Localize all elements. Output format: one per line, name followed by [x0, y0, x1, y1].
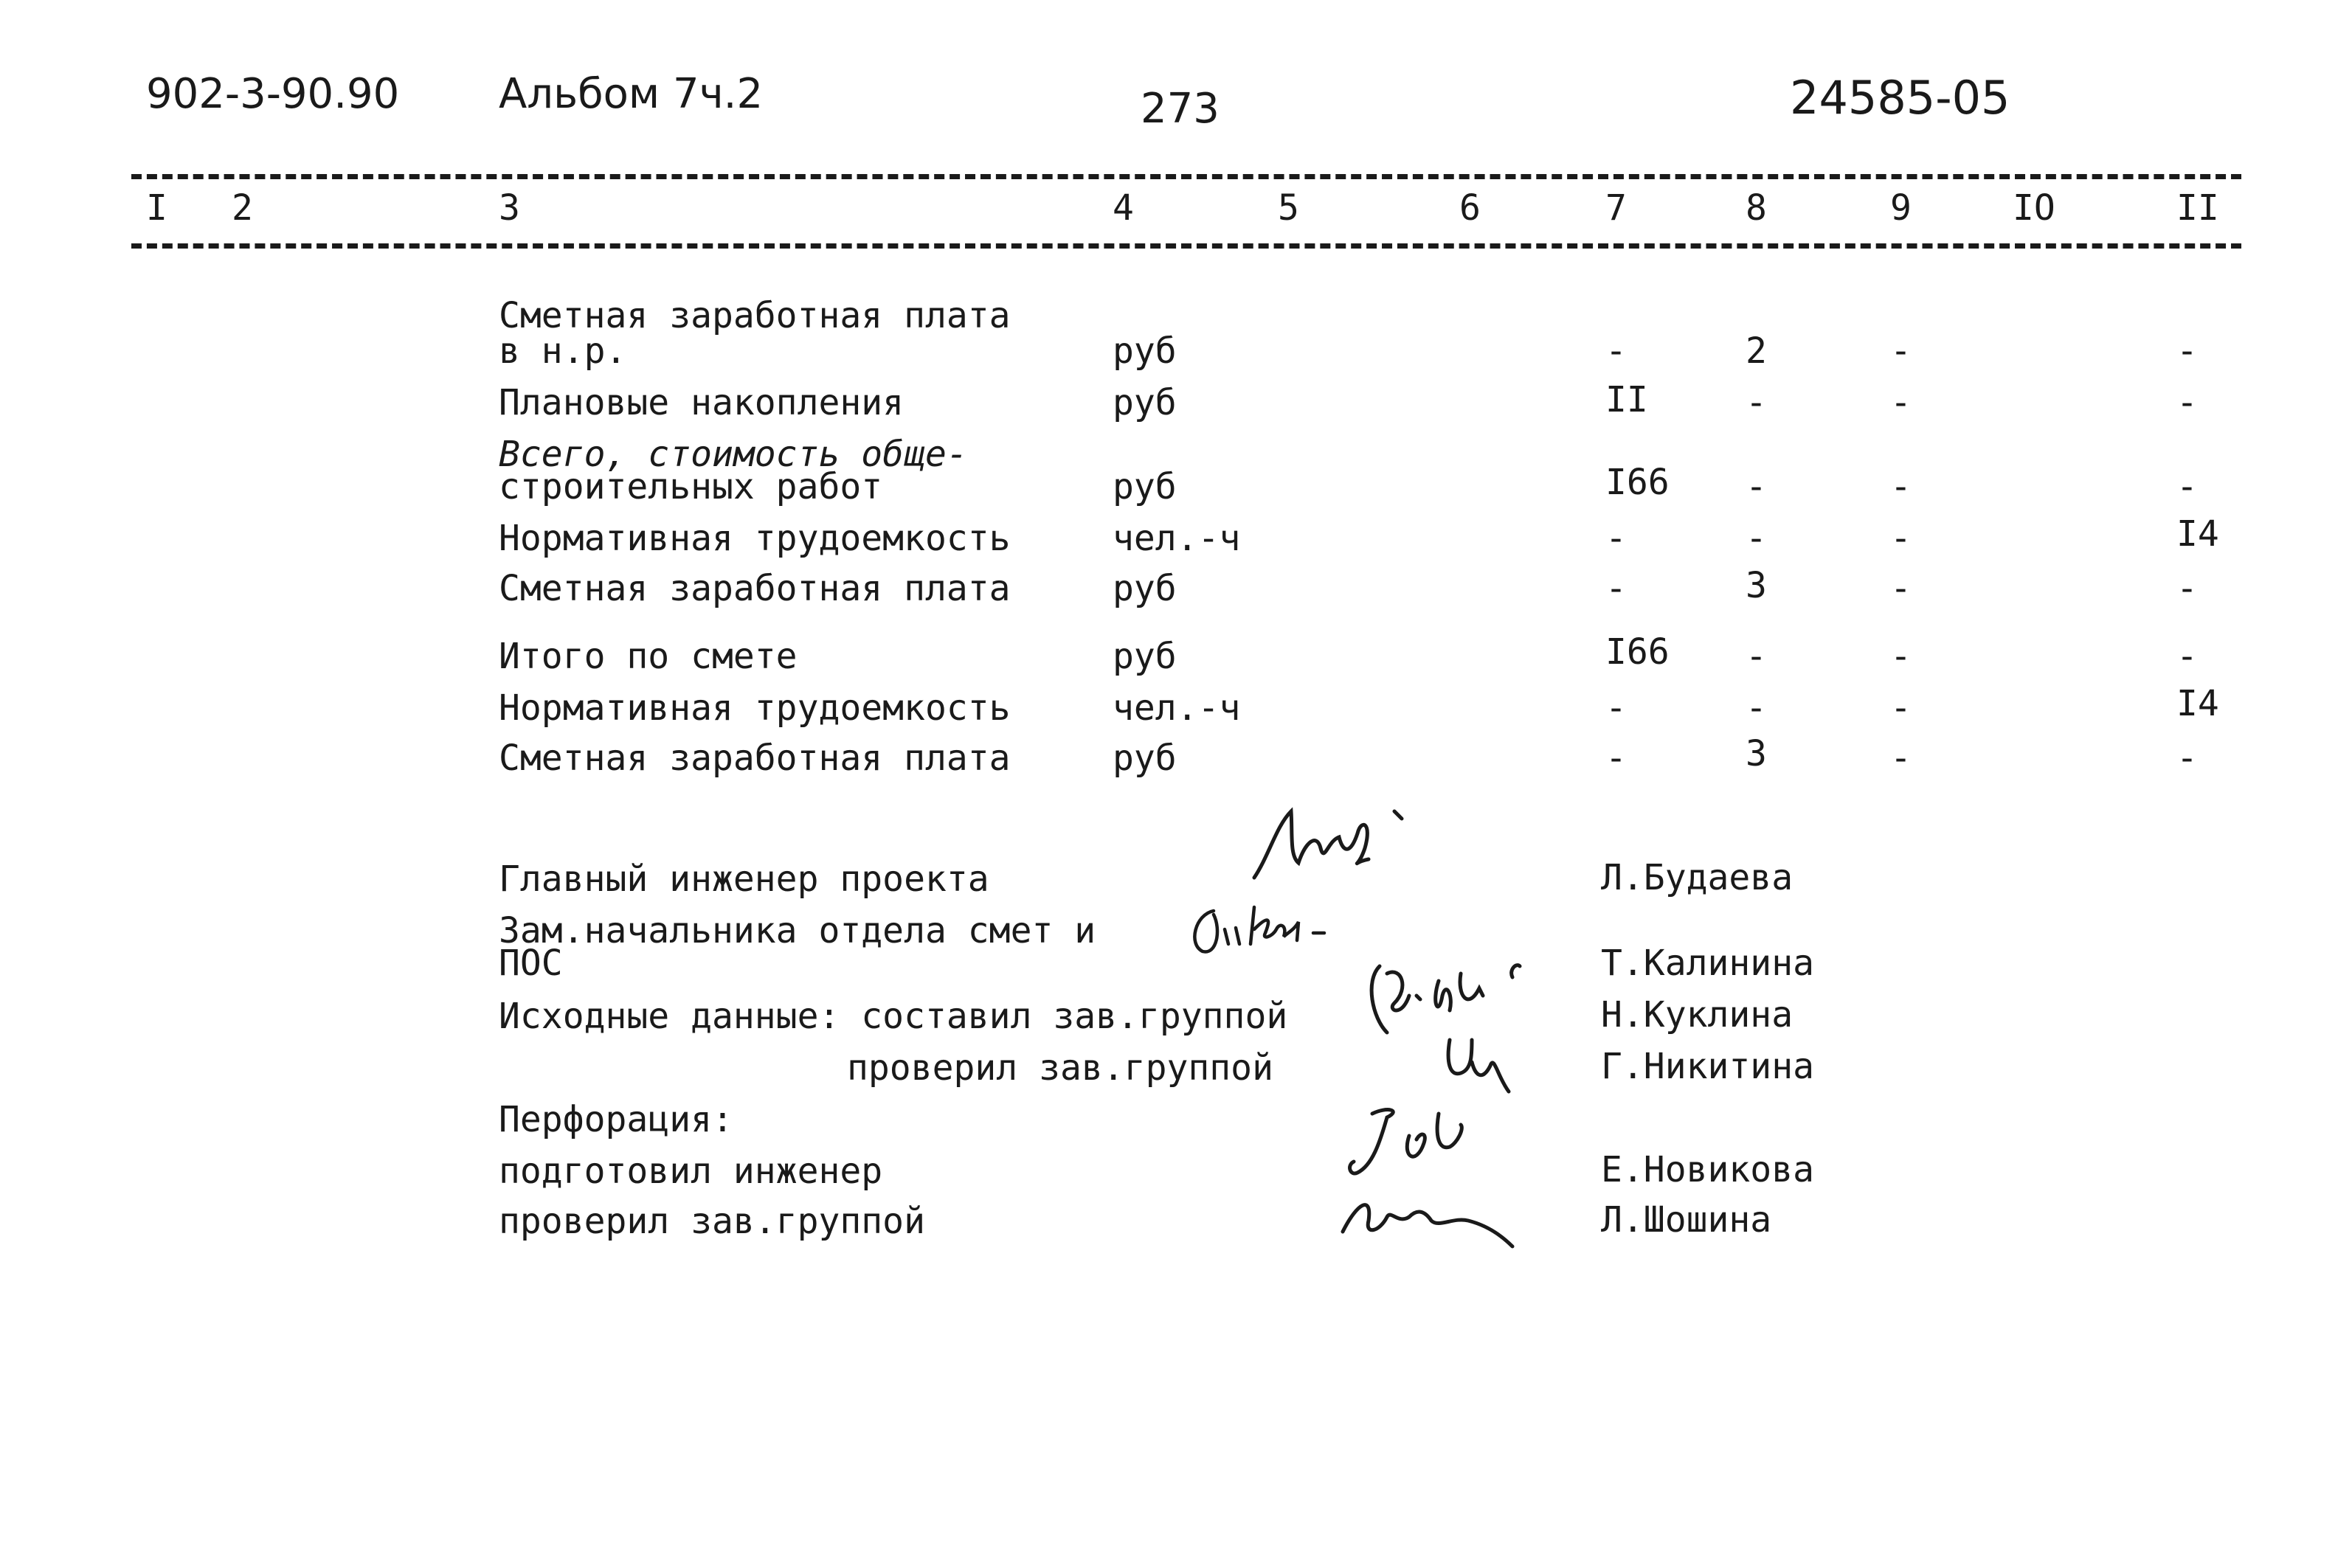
sign-name: Т.Калинина	[1601, 943, 1814, 984]
row-unit: руб	[1113, 466, 1177, 507]
sign-role: Исходные данные: составил зав.группой	[499, 996, 1288, 1037]
col-num-9: 9	[1890, 187, 1912, 229]
row-name-cont: строительных работ	[499, 466, 883, 507]
inventory-number: 24585-05	[1790, 71, 2010, 125]
row-col11: -	[2176, 466, 2198, 507]
row-name-cont: в н.р.	[499, 330, 627, 372]
album-label: Альбом 7ч.2	[499, 70, 764, 118]
row-name: Сметная заработная плата	[499, 295, 1011, 336]
col-num-2: 2	[232, 187, 253, 229]
row-col11: I4	[2176, 683, 2219, 724]
row-name: Нормативная трудоемкость	[499, 687, 1011, 729]
sign-role: Главный инженер проекта	[499, 858, 989, 900]
row-col9: -	[1890, 466, 1912, 507]
row-col8: 2	[1746, 330, 1767, 372]
row-name: Плановые накопления	[499, 382, 905, 423]
col-num-6: 6	[1459, 187, 1481, 229]
row-name: Сметная заработная плата	[499, 738, 1011, 779]
row-col11: I4	[2176, 513, 2219, 555]
row-col8: -	[1746, 636, 1767, 677]
row-col8: -	[1746, 518, 1767, 559]
sign-name: Н.Куклина	[1601, 994, 1794, 1035]
signature-kalinina	[1180, 900, 1372, 969]
sign-role: проверил зав.группой	[499, 1201, 925, 1242]
row-col9: -	[1890, 738, 1912, 779]
row-col11: -	[2176, 636, 2198, 677]
row-col8: -	[1746, 382, 1767, 423]
signature-novikova	[1328, 1099, 1535, 1272]
col-num-1: I	[146, 187, 167, 229]
row-unit: руб	[1113, 568, 1177, 609]
col-num-10: IO	[2013, 187, 2055, 229]
row-col7: -	[1605, 687, 1627, 729]
row-col9: -	[1890, 518, 1912, 559]
row-col11: -	[2176, 330, 2198, 372]
row-name: Сметная заработная плата	[499, 568, 1011, 609]
col-num-8: 8	[1746, 187, 1767, 229]
col-num-7: 7	[1605, 187, 1627, 229]
signature-nikitina	[1439, 1033, 1527, 1102]
row-unit: чел.-ч	[1113, 518, 1241, 559]
row-col9: -	[1890, 568, 1912, 609]
col-num-4: 4	[1113, 187, 1134, 229]
row-col8: 3	[1746, 733, 1767, 774]
row-col9: -	[1890, 687, 1912, 729]
row-col8: -	[1746, 687, 1767, 729]
row-col9: -	[1890, 330, 1912, 372]
row-col7: I66	[1605, 462, 1670, 503]
row-col11: -	[2176, 382, 2198, 423]
col-num-5: 5	[1278, 187, 1299, 229]
row-unit: руб	[1113, 636, 1177, 677]
row-col7: -	[1605, 568, 1627, 609]
bottom-dashed-rule	[131, 243, 2241, 249]
row-name: Итого по смете	[499, 636, 798, 677]
row-col8: -	[1746, 466, 1767, 507]
row-name: Всего, стоимость обще-	[499, 434, 968, 475]
sign-section-label: Перфорация:	[499, 1099, 733, 1140]
row-col7: -	[1605, 518, 1627, 559]
sign-role-cont: ПОС	[499, 943, 563, 984]
page-number: 273	[1141, 85, 1220, 133]
row-col8: 3	[1746, 565, 1767, 606]
row-col9: -	[1890, 636, 1912, 677]
row-unit: руб	[1113, 738, 1177, 779]
sign-role: проверил зав.группой	[847, 1047, 1273, 1089]
document-code: 902-3-90.90	[146, 70, 400, 118]
sign-role: подготовил инженер	[499, 1151, 883, 1192]
row-col7: -	[1605, 330, 1627, 372]
signature-budaeva	[1247, 797, 1417, 895]
col-num-3: 3	[499, 187, 520, 229]
row-name: Нормативная трудоемкость	[499, 518, 1011, 559]
sign-name: Л.Будаева	[1601, 857, 1794, 898]
row-unit: чел.-ч	[1113, 687, 1241, 729]
sign-name: Г.Никитина	[1601, 1046, 1814, 1087]
row-col9: -	[1890, 382, 1912, 423]
top-dashed-rule	[131, 174, 2241, 179]
row-col11: -	[2176, 738, 2198, 779]
col-num-11: II	[2176, 187, 2219, 229]
sign-name: Е.Новикова	[1601, 1149, 1814, 1190]
row-unit: руб	[1113, 330, 1177, 372]
row-unit: руб	[1113, 382, 1177, 423]
row-col7: II	[1605, 379, 1648, 420]
row-col11: -	[2176, 568, 2198, 609]
row-col7: I66	[1605, 631, 1670, 673]
sign-role: Зам.начальника отдела смет и	[499, 910, 1096, 951]
row-col7: -	[1605, 738, 1627, 779]
sign-name: Л.Шошина	[1601, 1199, 1772, 1241]
